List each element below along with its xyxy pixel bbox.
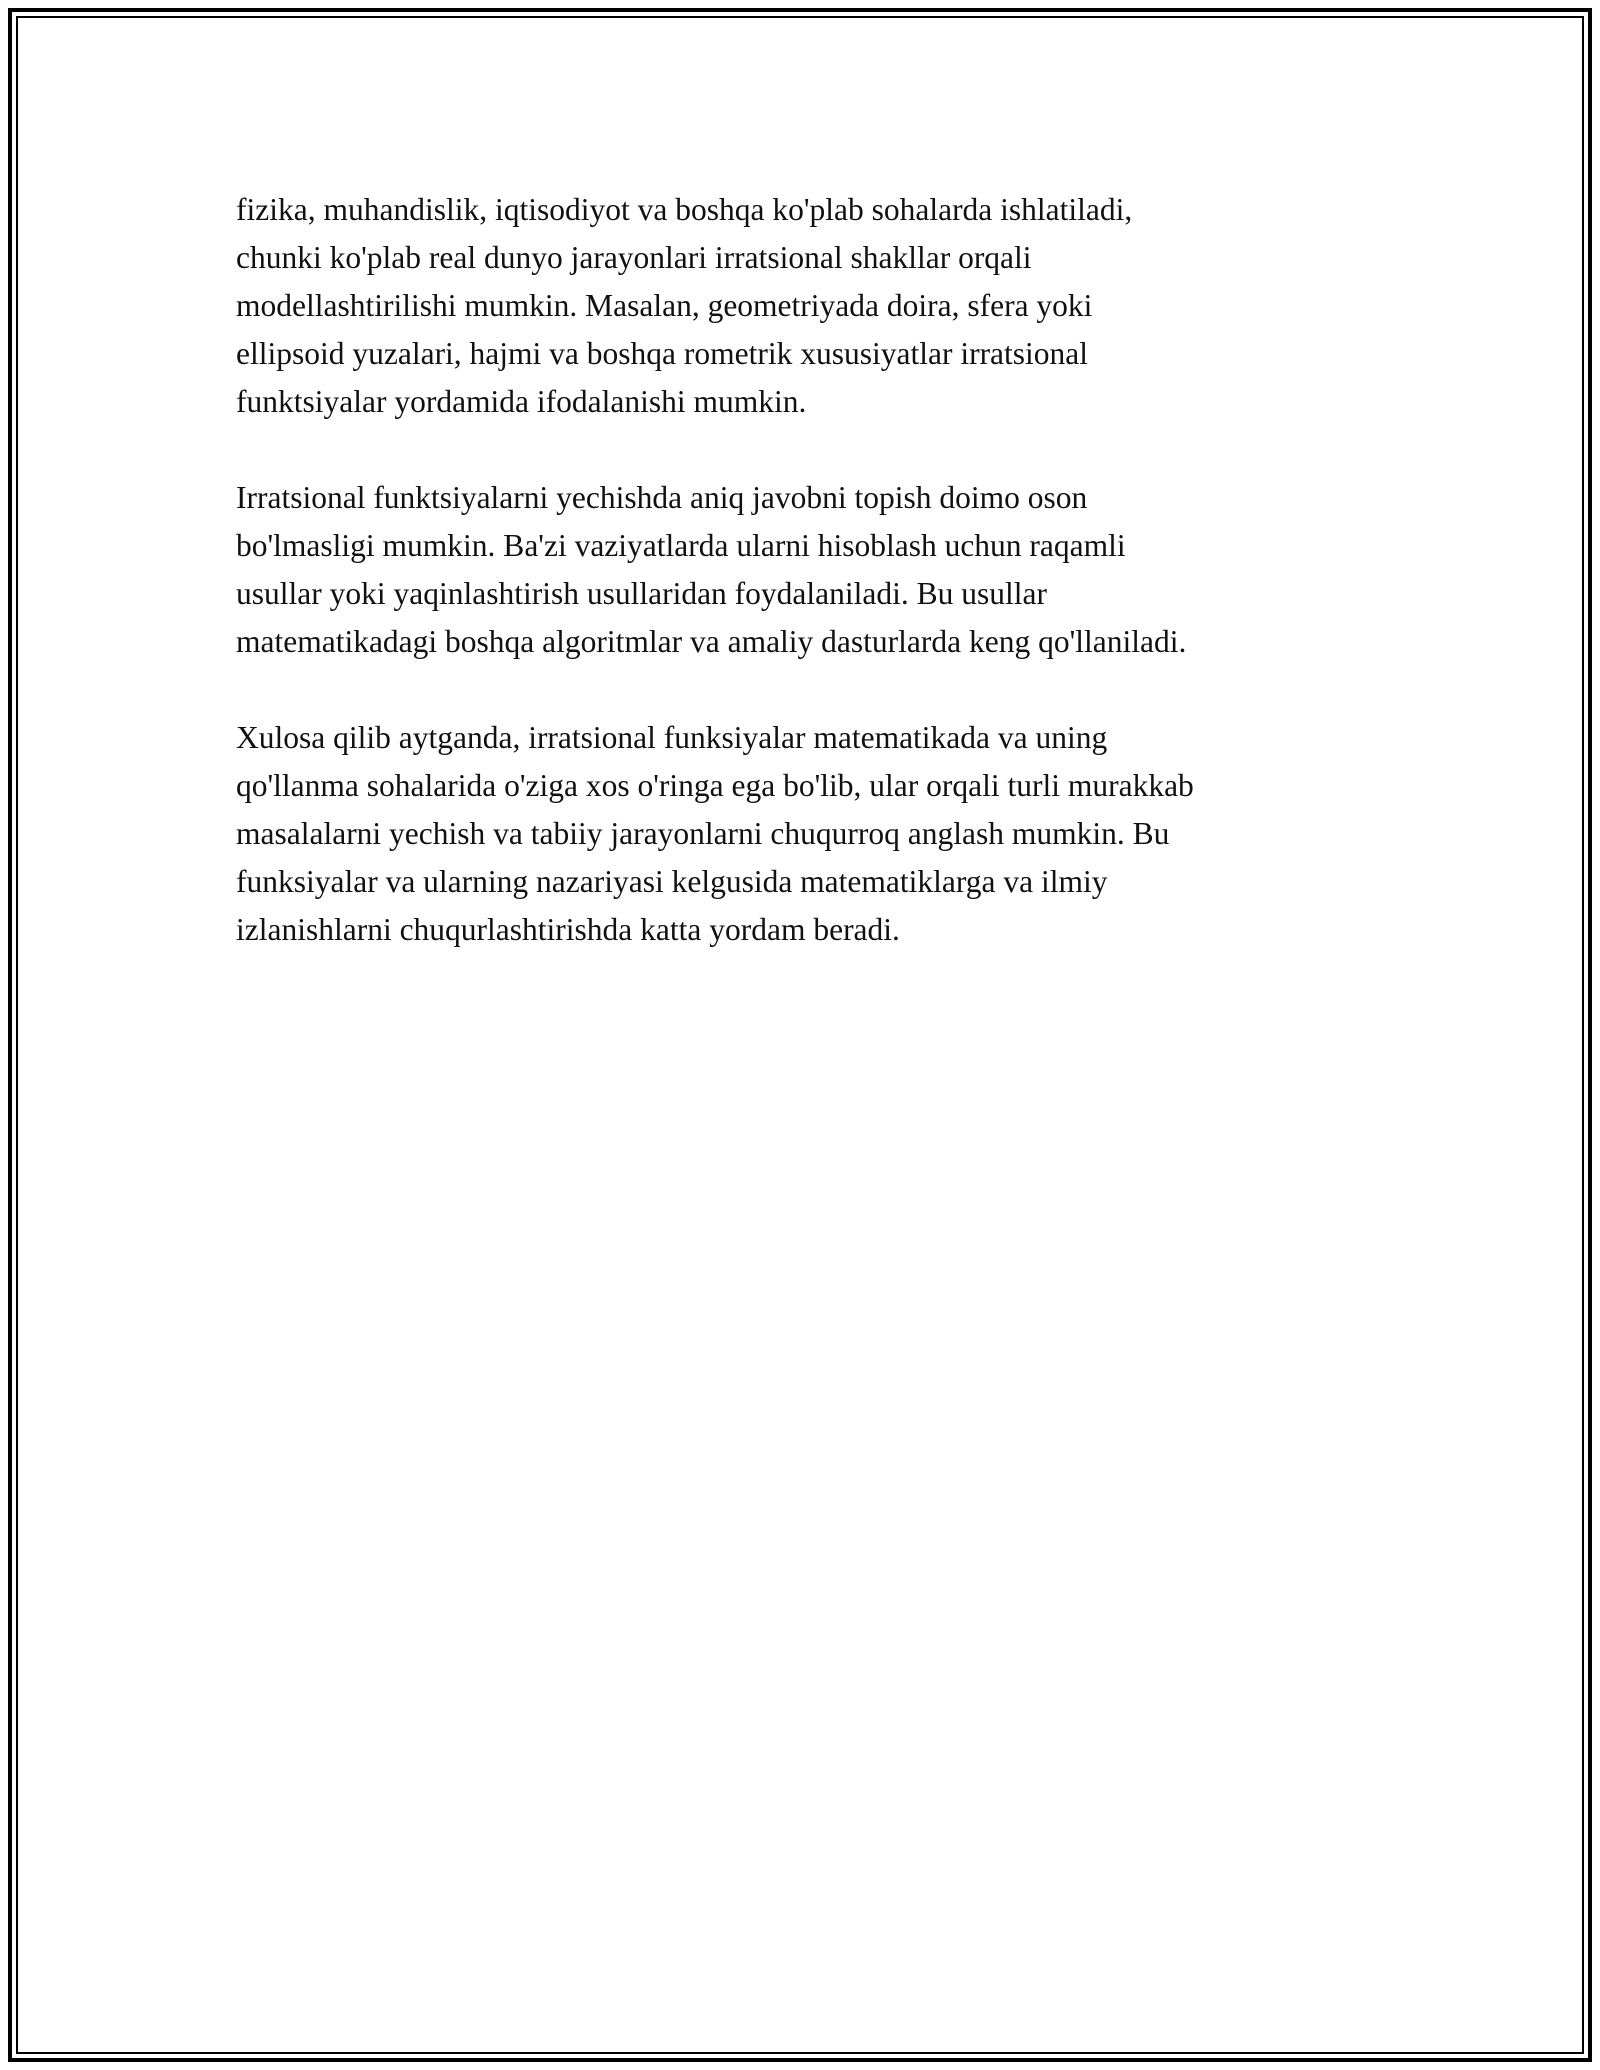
text-line: funktsiyalar yordamida ifodalanishi mumkin. bbox=[236, 384, 807, 419]
text-line: izlanishlarni chuqurlashtirishda katta yordam beradi. bbox=[236, 912, 900, 947]
paragraph-1 bbox=[236, 186, 1376, 426]
text-line: usullar yoki yaqinlashtirish usullaridan foydalaniladi. Bu usullar bbox=[236, 576, 1047, 611]
text-line: matematikadagi boshqa algoritmlar va amaliy dasturlarda keng qo'llaniladi. bbox=[236, 624, 1187, 659]
text-line: Xulosa qilib aytganda, irratsional funksiyalar matematikada va uning bbox=[236, 720, 1108, 755]
text-line: qo'llanma sohalarida o'ziga xos o'ringa ega bo'lib, ular orqali turli murakkab bbox=[236, 768, 1194, 803]
text-line: modellashtirilishi mumkin. Masalan, geometriyada doira, sfera yoki bbox=[236, 288, 1093, 323]
text-line: chunki ko'plab real dunyo jarayonlari irratsional shakllar orqali bbox=[236, 240, 1032, 275]
paragraph-3 bbox=[236, 714, 1376, 954]
document-body bbox=[236, 186, 1376, 1002]
text-line: ellipsoid yuzalari, hajmi va boshqa rometrik xususiyatlar irratsional bbox=[236, 336, 1089, 371]
text-line: bo'lmasligi mumkin. Ba'zi vaziyatlarda ularni hisoblash uchun raqamli bbox=[236, 528, 1126, 563]
text-line: fizika, muhandislik, iqtisodiyot va boshqa ko'plab sohalarda ishlatiladi, bbox=[236, 192, 1133, 227]
text-line: funksiyalar va ularning nazariyasi kelgusida matematiklarga va ilmiy bbox=[236, 864, 1108, 899]
text-line: masalalarni yechish va tabiiy jarayonlarni chuqurroq anglash mumkin. Bu bbox=[236, 816, 1170, 851]
paragraph-2 bbox=[236, 474, 1376, 666]
text-line: Irratsional funktsiyalarni yechishda aniq javobni topish doimo oson bbox=[236, 480, 1088, 515]
